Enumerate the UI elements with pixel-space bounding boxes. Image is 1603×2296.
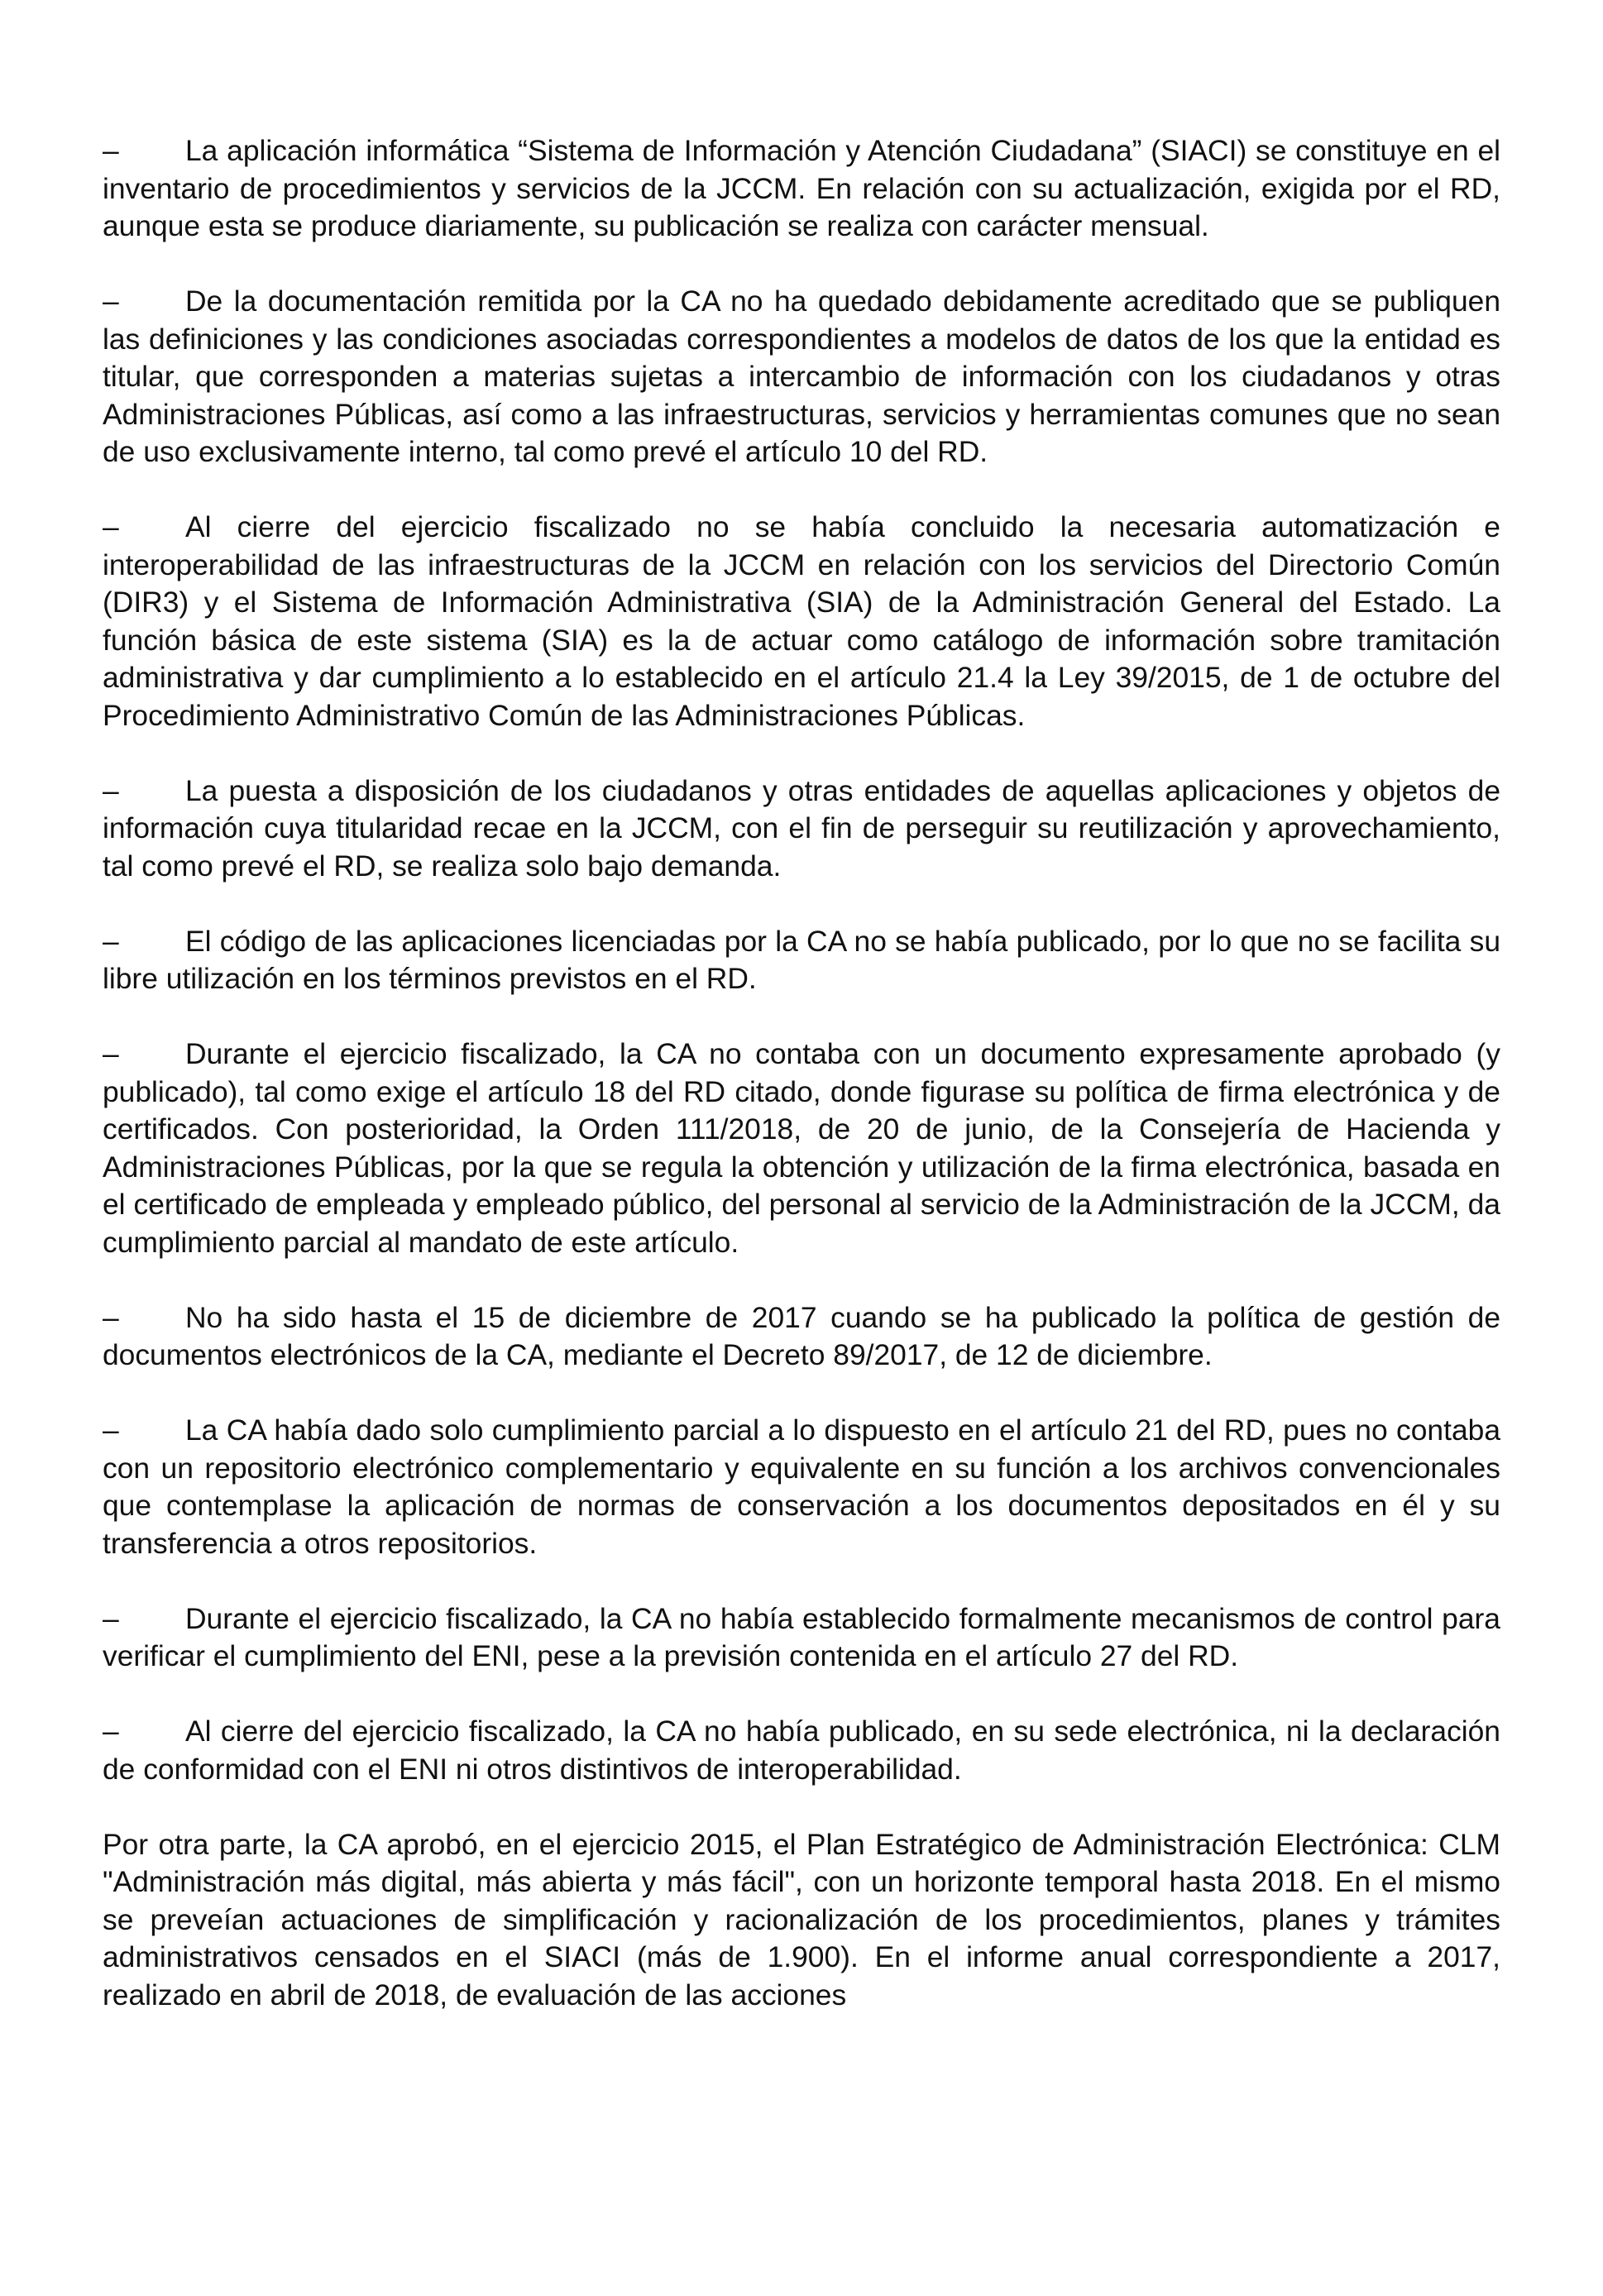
bullet-text: Al cierre del ejercicio fiscalizado no se había concluido la necesaria automatización e interoperabilidad de las infraestructuras de la JCCM en relación con los servicios del Directorio Común (DIR3) y el Sistema de Información Administrativa (SIA) de la Administración General del Estado. La función básica de este sistema (SIA) es la de actuar como catálogo de información sobre tramitación administrativa y dar cumplimiento a lo establecido en el artículo 21.4 la Ley 39/2015, de 1 de octubre del Procedimiento Administrativo Común de las Administraciones Públicas. [103,510,1500,732]
bullet-text: Durante el ejercicio fiscalizado, la CA no contaba con un documento expresamente aprobado (y publicado), tal como exige el artículo 18 del RD citado, donde figurase su política de firma electrónica y de certificados. Con posterioridad, la Orden 111/2018, de 20 de junio, de la Consejería de Hacienda y Administraciones Públicas, por la que se regula la obtención y utilización de la firma electrónica, basada en el certificado de empleada y empleado público, del personal al servicio de la Administración de la JCCM, da cumplimiento parcial al mandato de este artículo. [103,1037,1500,1259]
dash-bullet: – [103,773,119,807]
bullet-paragraph-repositorio [103,1412,1500,1562]
dash-bullet: – [103,510,119,543]
closing-paragraph: Por otra parte, la CA aprobó, en el ejercicio 2015, el Plan Estratégico de Administración Electrónica: CLM "Administración más digital, más abierta y más fácil", con un horizonte temporal hasta 2018. En el mismo se preveían actuaciones de simplificación y racionalización de los procedimientos, planes y trámites administrativos censados en el SIACI (más de 1.900). En el informe anual correspondiente a 2017, realizado en abril de 2018, de evaluación de las acciones [103,1827,1500,2011]
bullet-text: De la documentación remitida por la CA no ha quedado debidamente acreditado que se publiquen las definiciones y las condiciones asociadas correspondientes a modelos de datos de los que la entidad es titular, que corresponden a materias sujetas a intercambio de información con los ciudadanos y otras Administraciones Públicas, así como a las infraestructuras, servicios y herramientas comunes que no sean de uso exclusivamente interno, tal como prevé el artículo 10 del RD. [103,285,1500,468]
bullet-paragraph-codigo-aplicaciones [103,923,1500,998]
dash-bullet: – [103,1300,119,1334]
dash-bullet: – [103,134,119,167]
dash-bullet: – [103,1037,119,1070]
dash-bullet: – [103,924,119,958]
bullet-text: No ha sido hasta el 15 de diciembre de 2017 cuando se ha publicado la política de gestión de documentos electrónicos de la CA, mediante el Decreto 89/2017, de 12 de diciembre. [103,1300,1500,1371]
bullet-paragraph-gestion-documentos [103,1299,1500,1375]
bullet-paragraph-siaci [103,132,1500,246]
bullet-paragraph-dir3-sia [103,509,1500,734]
bullet-text: Al cierre del ejercicio fiscalizado, la CA no había publicado, en su sede electrónica, ni la declaración de conformidad con el ENI ni otros distintivos de interoperabilidad. [103,1715,1500,1786]
bullet-paragraph-firma-electronica [103,1036,1500,1261]
bullet-text: La aplicación informática “Sistema de Información y Atención Ciudadana” (SIACI) se constituye en el inventario de procedimientos y servicios de la JCCM. En relación con su actualización, exigida por el RD, aunque esta se produce diariamente, su publicación se realiza con carácter mensual. [103,134,1500,242]
bullet-paragraph-control-eni [103,1600,1500,1676]
document-page [103,132,1500,2014]
dash-bullet: – [103,1601,119,1635]
bullet-text: Durante el ejercicio fiscalizado, la CA no había establecido formalmente mecanismos de control para verificar el cumplimiento del ENI, pese a la previsión contenida en el artículo 27 del RD. [103,1601,1500,1672]
dash-bullet: – [103,1413,119,1447]
bullet-paragraph-reutilizacion [103,773,1500,886]
bullet-text: La puesta a disposición de los ciudadanos y otras entidades de aquellas aplicaciones y objetos de información cuya titularidad recae en la JCCM, con el fin de perseguir su reutilización y aprovechamiento, tal como prevé el RD, se realiza solo bajo demanda. [103,773,1500,883]
bullet-text: La CA había dado solo cumplimiento parcial a lo dispuesto en el artículo 21 del RD, pues no contaba con un repositorio electrónico complementario y equivalente en su función a los archivos convencionales que contemplase la aplicación de normas de conservación a los documentos depositados en él y su transferencia a otros repositorios. [103,1413,1500,1560]
bullet-paragraph-conformidad-eni [103,1713,1500,1788]
bullet-paragraph-modelos-datos [103,283,1500,471]
dash-bullet: – [103,285,119,318]
bullet-text: El código de las aplicaciones licenciadas por la CA no se había publicado, por lo que no se facilita su libre utilización en los términos previstos en el RD. [103,924,1500,995]
dash-bullet: – [103,1715,119,1748]
